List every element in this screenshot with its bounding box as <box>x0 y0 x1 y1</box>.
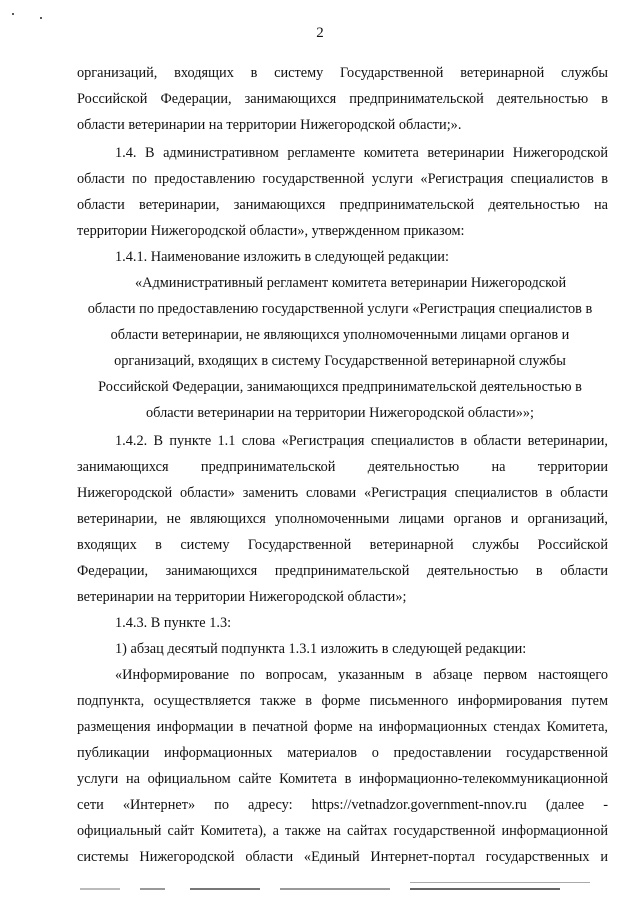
text-line: ветеринарии, не являющихся уполномоченными лицами органов и организаций, <box>77 511 608 527</box>
scan-speck <box>40 17 42 19</box>
text-line: ветеринарии на территории Нижегородской области»; <box>77 589 407 605</box>
quoted-title-line: области ветеринарии на территории Нижегородской области»»; <box>146 405 534 421</box>
text-line: официальный сайт Комитета), а также на сайтах государственной информационной <box>77 823 608 839</box>
text-line: Российской Федерации, занимающихся предпринимательской деятельностью в <box>77 91 608 107</box>
paragraph-start: 1.4.2. В пункте 1.1 слова «Регистрация специалистов в области ветеринарии, <box>115 433 608 449</box>
text-line: системы Нижегородской области «Единый Интернет-портал государственных и <box>77 849 608 865</box>
text-line: организаций, входящих в систему Государственной ветеринарной службы <box>77 65 608 81</box>
text-line: области по предоставлению государственной услуги «Регистрация специалистов в <box>77 171 608 187</box>
text-line: Федерации, занимающихся предпринимательской деятельностью в области <box>77 563 608 579</box>
paragraph-start: 1.4. В административном регламенте комитета ветеринарии Нижегородской <box>115 145 608 161</box>
page-number: 2 <box>316 25 324 41</box>
text-line: услуги на официальном сайте Комитета в информационно-телекоммуникационной <box>77 771 608 787</box>
text-line: Нижегородской области» заменить словами «Регистрация специалистов в области <box>77 485 608 501</box>
paragraph-start: 1) абзац десятый подпункта 1.3.1 изложить в следующей редакции: <box>115 641 527 657</box>
text-line: занимающихся предпринимательской деятельностью на территории <box>77 459 608 475</box>
paragraph-start: 1.4.1. Наименование изложить в следующей редакции: <box>115 249 449 265</box>
quoted-title-line: области ветеринарии, не являющихся уполномоченными лицами органов и <box>110 327 570 343</box>
text-line: области ветеринарии на территории Нижегородской области;». <box>77 117 462 133</box>
text-line: публикации информационных материалов о предоставлении государственной <box>77 745 608 761</box>
text-line: размещения информации в печатной форме на информационных стендах Комитета, <box>77 719 608 735</box>
paragraph-start: «Информирование по вопросам, указанным в абзаце первом настоящего <box>115 667 608 683</box>
text-line: области ветеринарии, занимающихся предпринимательской деятельностью на <box>77 197 608 213</box>
paragraph-start: 1.4.3. В пункте 1.3: <box>115 615 232 631</box>
scan-artifact-bottom <box>80 882 610 896</box>
quoted-title-line: «Административный регламент комитета ветеринарии Нижегородской <box>135 275 567 291</box>
text-line: входящих в систему Государственной ветеринарной службы Российской <box>77 537 608 553</box>
text-line: территории Нижегородской области», утвержденном приказом: <box>77 223 465 239</box>
quoted-title-line: области по предоставлению государственной услуги «Регистрация специалистов в <box>87 301 593 317</box>
scan-speck <box>12 13 14 15</box>
quoted-title-line: Российской Федерации, занимающихся предпринимательской деятельностью в <box>98 379 582 395</box>
text-line: подпункта, осуществляется также в форме письменного информирования путем <box>77 693 608 709</box>
quoted-title-line: организаций, входящих в систему Государственной ветеринарной службы <box>114 353 566 369</box>
text-line: сети «Интернет» по адресу: https://vetnadzor.government-nnov.ru (далее - <box>77 797 608 813</box>
